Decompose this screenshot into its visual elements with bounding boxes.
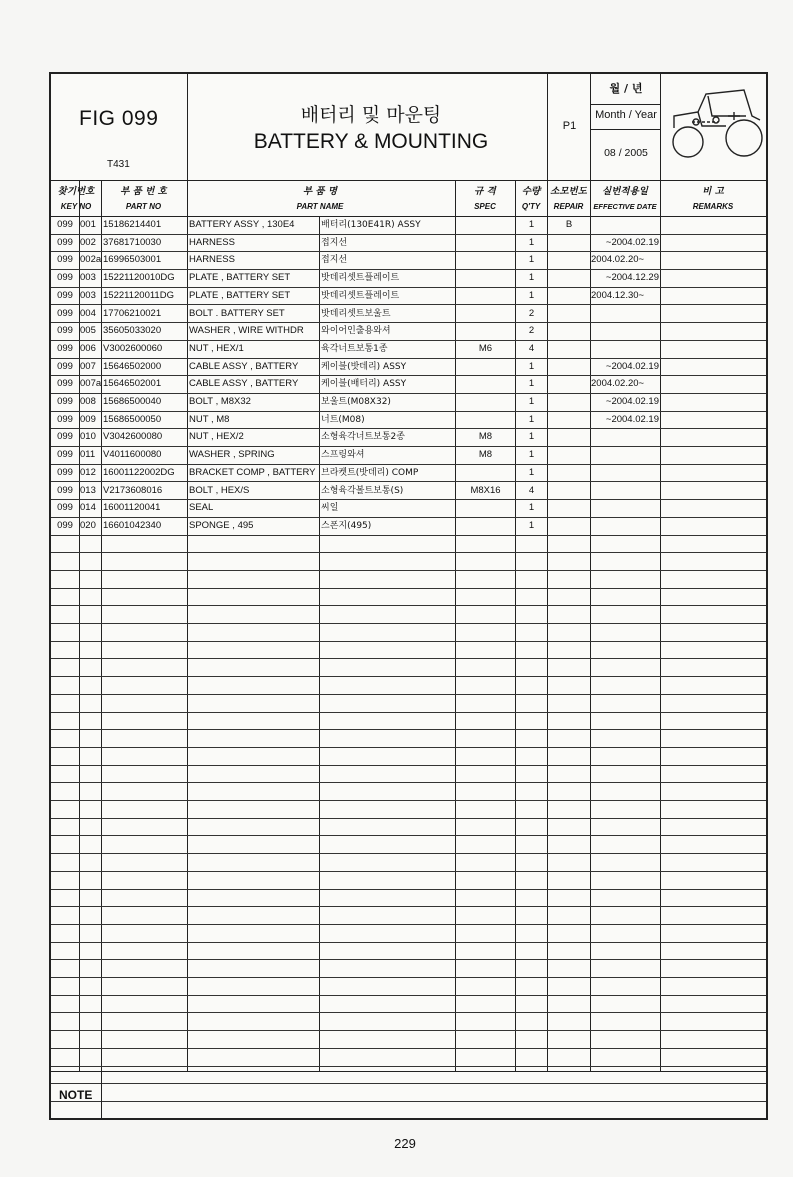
cell-fig: 099 <box>57 396 73 407</box>
cell-effective <box>591 499 659 517</box>
cell-part-no: 16601042340 <box>103 519 162 531</box>
cell-remarks <box>661 517 765 535</box>
cell-key: 008 <box>80 396 96 407</box>
cell-fig: 099 <box>57 519 73 531</box>
cell-repair <box>548 446 590 464</box>
cell-name-ko: 접지선 <box>321 237 348 248</box>
cell-repair <box>548 358 590 376</box>
cell-fig: 099 <box>57 236 73 248</box>
cell-part-no: 15686500040 <box>103 396 162 407</box>
cell-fig: 099 <box>57 272 73 284</box>
month-year-label: Month / Year <box>595 109 657 121</box>
cell-effective <box>591 446 659 464</box>
col-effective-en: EFFECTIVE DATE <box>593 202 657 211</box>
cell-name-en: SPONGE , 495 <box>189 519 254 531</box>
cell-fig: 099 <box>57 378 73 390</box>
cell-spec <box>456 393 515 411</box>
cell-remarks <box>661 216 765 234</box>
cell-spec: M8 <box>478 449 493 461</box>
empty-row <box>51 889 766 908</box>
parts-sheet <box>49 72 768 1120</box>
cell-effective: ~2004.02.19 <box>605 413 659 425</box>
cell-part-no: 16996503001 <box>103 254 162 266</box>
empty-row <box>51 694 766 713</box>
empty-row <box>51 995 766 1014</box>
cell-qty: 1 <box>528 219 535 230</box>
cell-name-ko: 스폰지(495) <box>321 520 372 531</box>
cell-qty: 1 <box>528 449 535 461</box>
cell-key: 012 <box>80 466 96 478</box>
cell-name-en: PLATE , BATTERY SET <box>189 272 291 284</box>
col-part-name-ko: 부 품 명 <box>302 186 338 197</box>
cell-spec <box>456 305 515 323</box>
cell-name-ko: 너트(M08) <box>321 414 365 425</box>
cell-key: 005 <box>80 325 96 337</box>
col-repair-en: REPAIR <box>553 202 584 211</box>
col-part-no-en: PART NO <box>125 202 162 211</box>
cell-name-ko: 스프링와셔 <box>321 450 365 461</box>
cell-name-ko: 케이블(밧데리) ASSY <box>321 361 407 372</box>
table-row <box>51 499 766 518</box>
cell-effective <box>591 340 659 358</box>
empty-row <box>51 782 766 801</box>
empty-row <box>51 570 766 589</box>
empty-row <box>51 871 766 890</box>
cell-effective: ~2004.02.19 <box>605 236 659 248</box>
col-spec-ko: 규 격 <box>474 186 496 197</box>
cell-spec <box>456 287 515 305</box>
cell-part-no: 16001122002DG <box>103 466 175 478</box>
table-row <box>51 234 766 253</box>
cell-spec <box>456 251 515 269</box>
empty-row <box>51 729 766 748</box>
empty-row <box>51 712 766 731</box>
cell-qty: 2 <box>528 325 535 337</box>
cell-qty: 1 <box>528 254 535 266</box>
cell-remarks <box>661 340 765 358</box>
empty-row <box>51 800 766 819</box>
col-part-no-ko: 부 품 번 호 <box>120 186 167 197</box>
cell-remarks <box>661 393 765 411</box>
empty-row <box>51 906 766 925</box>
cell-qty: 1 <box>528 413 535 425</box>
empty-row <box>51 659 766 678</box>
empty-row <box>51 552 766 571</box>
cell-spec: M6 <box>478 342 493 354</box>
cell-repair <box>548 269 590 287</box>
page-code: P1 <box>562 120 577 132</box>
col-remarks-ko: 비 고 <box>702 186 724 197</box>
cell-remarks <box>661 411 765 429</box>
cell-remarks <box>661 375 765 393</box>
note-section <box>51 1071 766 1119</box>
cell-name-ko: 밧데리셋트플레이트 <box>321 273 400 284</box>
empty-row <box>51 588 766 607</box>
cell-name-en: NUT , M8 <box>189 413 230 425</box>
cell-key: 002 <box>80 236 96 248</box>
cell-qty: 4 <box>528 484 535 496</box>
cell-name-en: BRACKET COMP , BATTERY <box>189 466 316 478</box>
table-row <box>51 269 766 288</box>
cell-repair <box>548 375 590 393</box>
cell-repair <box>548 305 590 323</box>
cell-fig: 099 <box>57 325 73 337</box>
cell-qty: 1 <box>528 236 535 248</box>
table-row <box>51 340 766 359</box>
cell-part-no: 15646502001 <box>103 378 162 390</box>
cell-qty: 1 <box>528 502 535 514</box>
cell-spec <box>456 322 515 340</box>
col-qty-ko: 수량 <box>521 186 541 197</box>
cell-name-en: NUT , HEX/2 <box>189 431 244 443</box>
tractor-icon <box>668 76 764 172</box>
cell-name-en: PLATE , BATTERY SET <box>189 289 291 301</box>
page-number: 229 <box>394 1136 416 1151</box>
cell-effective: ~2004.02.19 <box>605 396 659 407</box>
col-key-no-en: KEY NO <box>60 202 92 211</box>
cell-effective <box>591 305 659 323</box>
cell-part-no: 17706210021 <box>103 307 162 319</box>
cell-spec <box>456 269 515 287</box>
cell-part-no: 15186214401 <box>103 219 162 230</box>
cell-repair <box>548 393 590 411</box>
cell-name-en: CABLE ASSY , BATTERY <box>189 378 299 390</box>
cell-spec <box>456 499 515 517</box>
cell-part-no: 16001120041 <box>103 502 161 514</box>
cell-name-en: NUT , HEX/1 <box>189 342 244 354</box>
cell-remarks <box>661 482 765 500</box>
cell-part-no: 15646502000 <box>103 360 162 372</box>
cell-name-ko: 씨일 <box>321 503 339 514</box>
cell-spec <box>456 517 515 535</box>
cell-remarks <box>661 251 765 269</box>
cell-name-en: SEAL <box>189 502 214 514</box>
cell-remarks <box>661 234 765 252</box>
table-row <box>51 517 766 536</box>
empty-row <box>51 605 766 624</box>
empty-row <box>51 836 766 855</box>
cell-fig: 099 <box>57 342 73 354</box>
cell-effective <box>591 464 659 482</box>
cell-fig: 099 <box>57 307 73 319</box>
cell-qty: 1 <box>528 431 535 443</box>
cell-repair <box>548 411 590 429</box>
cell-remarks <box>661 287 765 305</box>
cell-name-ko: 소형육각너트보통2종 <box>321 432 405 443</box>
empty-row <box>51 853 766 872</box>
table-row <box>51 358 766 377</box>
cell-key: 003 <box>80 289 96 301</box>
table-row <box>51 375 766 394</box>
cell-qty: 1 <box>528 272 535 284</box>
cell-effective: 2004.02.20~ <box>591 254 645 266</box>
empty-row <box>51 641 766 660</box>
table-row <box>51 428 766 447</box>
cell-name-en: BATTERY ASSY , 130E4 <box>189 219 295 230</box>
cell-effective <box>591 216 659 234</box>
cell-qty: 1 <box>528 378 535 390</box>
cell-part-no: 15686500050 <box>103 413 162 425</box>
table-row <box>51 393 766 412</box>
cell-key: 011 <box>80 449 96 461</box>
cell-spec <box>456 216 515 234</box>
col-spec-en: SPEC <box>474 202 496 211</box>
month-year-value: 08 / 2005 <box>604 147 648 159</box>
table-row <box>51 216 766 235</box>
cell-repair <box>548 251 590 269</box>
cell-spec <box>456 358 515 376</box>
cell-remarks <box>661 499 765 517</box>
cell-repair: B <box>565 219 573 230</box>
cell-key: 007 <box>80 360 96 372</box>
cell-key: 004 <box>80 307 96 319</box>
cell-name-en: HARNESS <box>189 254 235 266</box>
cell-name-en: CABLE ASSY , BATTERY <box>189 360 299 372</box>
cell-spec <box>456 411 515 429</box>
table-row <box>51 322 766 341</box>
cell-name-en: BOLT , M8X32 <box>189 396 251 407</box>
cell-qty: 1 <box>528 466 535 478</box>
cell-name-ko: 밧데리셋트플레이트 <box>321 290 400 301</box>
cell-remarks <box>661 269 765 287</box>
figure-number: FIG 099 <box>79 107 159 130</box>
model-code: T431 <box>107 159 130 170</box>
cell-name-ko: 와이어인출용와셔 <box>321 326 391 337</box>
cell-spec <box>456 464 515 482</box>
cell-name-ko: 접지선 <box>321 255 348 266</box>
cell-effective: 2004.12.30~ <box>591 289 645 301</box>
note-label: NOTE <box>59 1088 93 1102</box>
cell-name-ko: 밧데리셋트보울트 <box>321 308 391 319</box>
cell-part-no: 35605033020 <box>103 325 162 337</box>
empty-row <box>51 1013 766 1032</box>
cell-part-no: 15221120010DG <box>103 272 175 284</box>
month-year-label-korean: 월 / 년 <box>609 82 643 95</box>
cell-fig: 099 <box>57 484 73 496</box>
empty-row <box>51 1048 766 1067</box>
cell-qty: 4 <box>528 342 535 354</box>
cell-effective <box>591 322 659 340</box>
cell-repair <box>548 464 590 482</box>
empty-row <box>51 924 766 943</box>
column-header <box>51 180 766 217</box>
cell-spec <box>456 375 515 393</box>
cell-qty: 1 <box>528 360 535 372</box>
cell-remarks <box>661 464 765 482</box>
col-part-name-en: PART NAME <box>296 202 344 211</box>
cell-repair <box>548 428 590 446</box>
title-english: BATTERY & MOUNTING <box>253 130 489 153</box>
cell-effective <box>591 517 659 535</box>
cell-name-ko: 배터리(130E41R) ASSY <box>321 220 421 230</box>
cell-key: 013 <box>80 484 96 496</box>
cell-repair <box>548 517 590 535</box>
cell-part-no: V3042600080 <box>103 431 163 443</box>
empty-row <box>51 942 766 961</box>
col-qty-en: Q'TY <box>521 202 541 211</box>
empty-row <box>51 818 766 837</box>
table-row <box>51 251 766 270</box>
cell-remarks <box>661 322 765 340</box>
col-remarks-en: REMARKS <box>692 202 734 211</box>
cell-key: 014 <box>80 502 96 514</box>
cell-name-ko: 보울트(M08X32) <box>321 397 391 407</box>
cell-name-en: WASHER , WIRE WITHDR <box>189 325 304 337</box>
cell-key: 020 <box>80 519 96 531</box>
empty-row <box>51 535 766 554</box>
empty-row <box>51 1030 766 1049</box>
cell-key: 010 <box>80 431 96 443</box>
cell-effective: 2004.02.20~ <box>591 378 645 390</box>
cell-part-no: V3002600060 <box>103 342 163 354</box>
cell-effective <box>591 482 659 500</box>
cell-repair <box>548 482 590 500</box>
cell-repair <box>548 499 590 517</box>
cell-fig: 099 <box>57 466 73 478</box>
cell-effective: ~2004.12.29 <box>605 272 659 284</box>
cell-name-ko: 육각너트보통1종 <box>321 343 388 354</box>
table-row <box>51 446 766 465</box>
cell-name-ko: 브라켓트(밧데리) COMP <box>321 467 419 478</box>
cell-part-no: 37681710030 <box>103 236 162 248</box>
empty-row <box>51 765 766 784</box>
cell-name-ko: 케이블(배터리) ASSY <box>321 379 407 390</box>
cell-remarks <box>661 446 765 464</box>
table-row <box>51 411 766 430</box>
cell-fig: 099 <box>57 254 73 266</box>
cell-fig: 099 <box>57 360 73 372</box>
cell-name-en: WASHER , SPRING <box>189 449 275 461</box>
cell-fig: 099 <box>57 413 73 425</box>
cell-key: 009 <box>80 413 96 425</box>
cell-qty: 1 <box>528 519 535 531</box>
cell-key: 002a <box>80 254 101 266</box>
cell-part-no: V2173608016 <box>103 484 163 496</box>
table-row <box>51 305 766 324</box>
cell-key: 003 <box>80 272 96 284</box>
sheet-header <box>51 74 766 181</box>
cell-remarks <box>661 305 765 323</box>
col-repair-ko: 소모번도 <box>550 186 587 197</box>
cell-repair <box>548 322 590 340</box>
empty-row <box>51 623 766 642</box>
cell-key: 006 <box>80 342 96 354</box>
cell-effective <box>591 428 659 446</box>
cell-repair <box>548 234 590 252</box>
cell-remarks <box>661 358 765 376</box>
cell-fig: 099 <box>57 289 73 301</box>
cell-fig: 099 <box>57 502 73 514</box>
cell-repair <box>548 287 590 305</box>
empty-row <box>51 747 766 766</box>
cell-qty: 2 <box>528 307 535 319</box>
table-row <box>51 287 766 306</box>
cell-key: 001 <box>80 219 96 230</box>
title-korean: 배터리 및 마운팅 <box>300 104 442 126</box>
cell-name-en: HARNESS <box>189 236 235 248</box>
empty-row <box>51 959 766 978</box>
cell-remarks <box>661 428 765 446</box>
table-row <box>51 482 766 501</box>
cell-name-ko: 소형육각볼트보통(S) <box>321 485 404 496</box>
cell-spec: M8 <box>478 431 493 443</box>
empty-row <box>51 977 766 996</box>
cell-name-en: BOLT , HEX/S <box>189 484 250 496</box>
cell-effective: ~2004.02.19 <box>605 360 659 372</box>
table-row <box>51 464 766 483</box>
cell-name-en: BOLT . BATTERY SET <box>189 307 285 319</box>
cell-fig: 099 <box>57 449 73 461</box>
col-effective-ko: 실번적용일 <box>602 186 648 197</box>
cell-key: 007a <box>80 378 101 390</box>
cell-spec: M8X16 <box>470 484 501 496</box>
cell-part-no: V4011600080 <box>103 449 162 461</box>
cell-part-no: 15221120011DG <box>103 289 174 301</box>
cell-qty: 1 <box>528 289 535 301</box>
empty-row <box>51 676 766 695</box>
cell-fig: 099 <box>57 219 73 230</box>
col-key-no-ko: 찾기번호 <box>57 186 95 197</box>
cell-spec <box>456 234 515 252</box>
cell-fig: 099 <box>57 431 73 443</box>
cell-repair <box>548 340 590 358</box>
cell-qty: 1 <box>528 396 535 407</box>
